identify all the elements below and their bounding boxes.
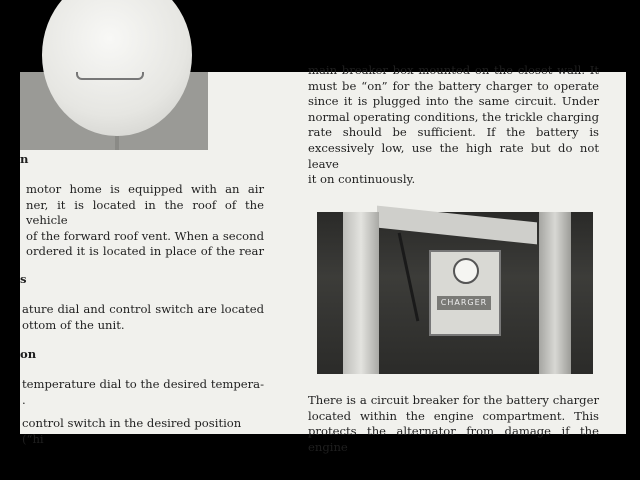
right-paragraph-2 <box>308 393 599 455</box>
right-p1-line-5: excessively low, use the high rate but do not leave <box>308 140 599 171</box>
support-post <box>115 136 119 150</box>
cover-tab <box>76 72 144 80</box>
left-p4-line-1: control switch in the desired position (“hi <box>22 416 242 446</box>
right-paragraph-1 <box>308 63 599 188</box>
left-p2-line-1: ature dial and control switch are located <box>22 302 264 316</box>
heading-fragment-on: on <box>20 347 37 361</box>
left-p2-line-2: ottom of the unit. <box>22 317 125 332</box>
left-paragraph-2 <box>22 302 264 333</box>
right-p2-line-3: protects the alternator from damage if the engine <box>308 424 599 454</box>
right-p1-line-6: it on continuously. <box>308 172 416 187</box>
left-p1-line-1: motor home is equipped with an air <box>26 182 264 196</box>
battery-charger-photo <box>317 212 593 374</box>
right-p1-line-3: normal operating conditions, the trickle charging <box>308 109 599 124</box>
right-post <box>539 212 571 374</box>
right-p1-line-2: since it is plugged into the same circuit. Under <box>308 94 599 109</box>
right-p2-line-2: located within the engine compartment. This <box>308 408 599 423</box>
left-p3-line-2: . <box>22 392 26 407</box>
air-conditioner-cover <box>42 0 192 136</box>
left-p1-line-2: ner, it is located in the roof of the vehicle <box>26 197 264 228</box>
left-p1-line-4: ordered it is located in place of the rear <box>26 244 264 259</box>
left-paragraph-3 <box>22 377 264 408</box>
power-cable <box>398 233 420 322</box>
charger-label: CHARGER <box>437 296 491 310</box>
charger-gauge-icon <box>453 258 479 284</box>
heading-fragment-n: n <box>20 152 29 166</box>
left-p3-line-1: temperature dial to the desired tempera- <box>22 377 264 391</box>
right-cut-line: main breaker box mounted on the closet wall. It <box>308 63 599 77</box>
left-paragraph-4 <box>22 416 264 447</box>
battery-charger-unit <box>429 250 501 336</box>
heading-fragment-s: s <box>20 272 27 286</box>
right-p2-line-1: There is a circuit breaker for the battery charger <box>308 393 599 407</box>
left-post <box>343 212 379 374</box>
right-p1-line-4: rate should be sufficient. If the battery is <box>308 125 599 140</box>
air-conditioner-photo <box>20 72 208 150</box>
left-p1-line-3: of the forward roof vent. When a second <box>26 228 264 243</box>
manual-page <box>20 63 626 454</box>
left-paragraph-1 <box>26 182 264 260</box>
right-p1-line-1: must be “on” for the battery charger to operate <box>308 78 599 93</box>
